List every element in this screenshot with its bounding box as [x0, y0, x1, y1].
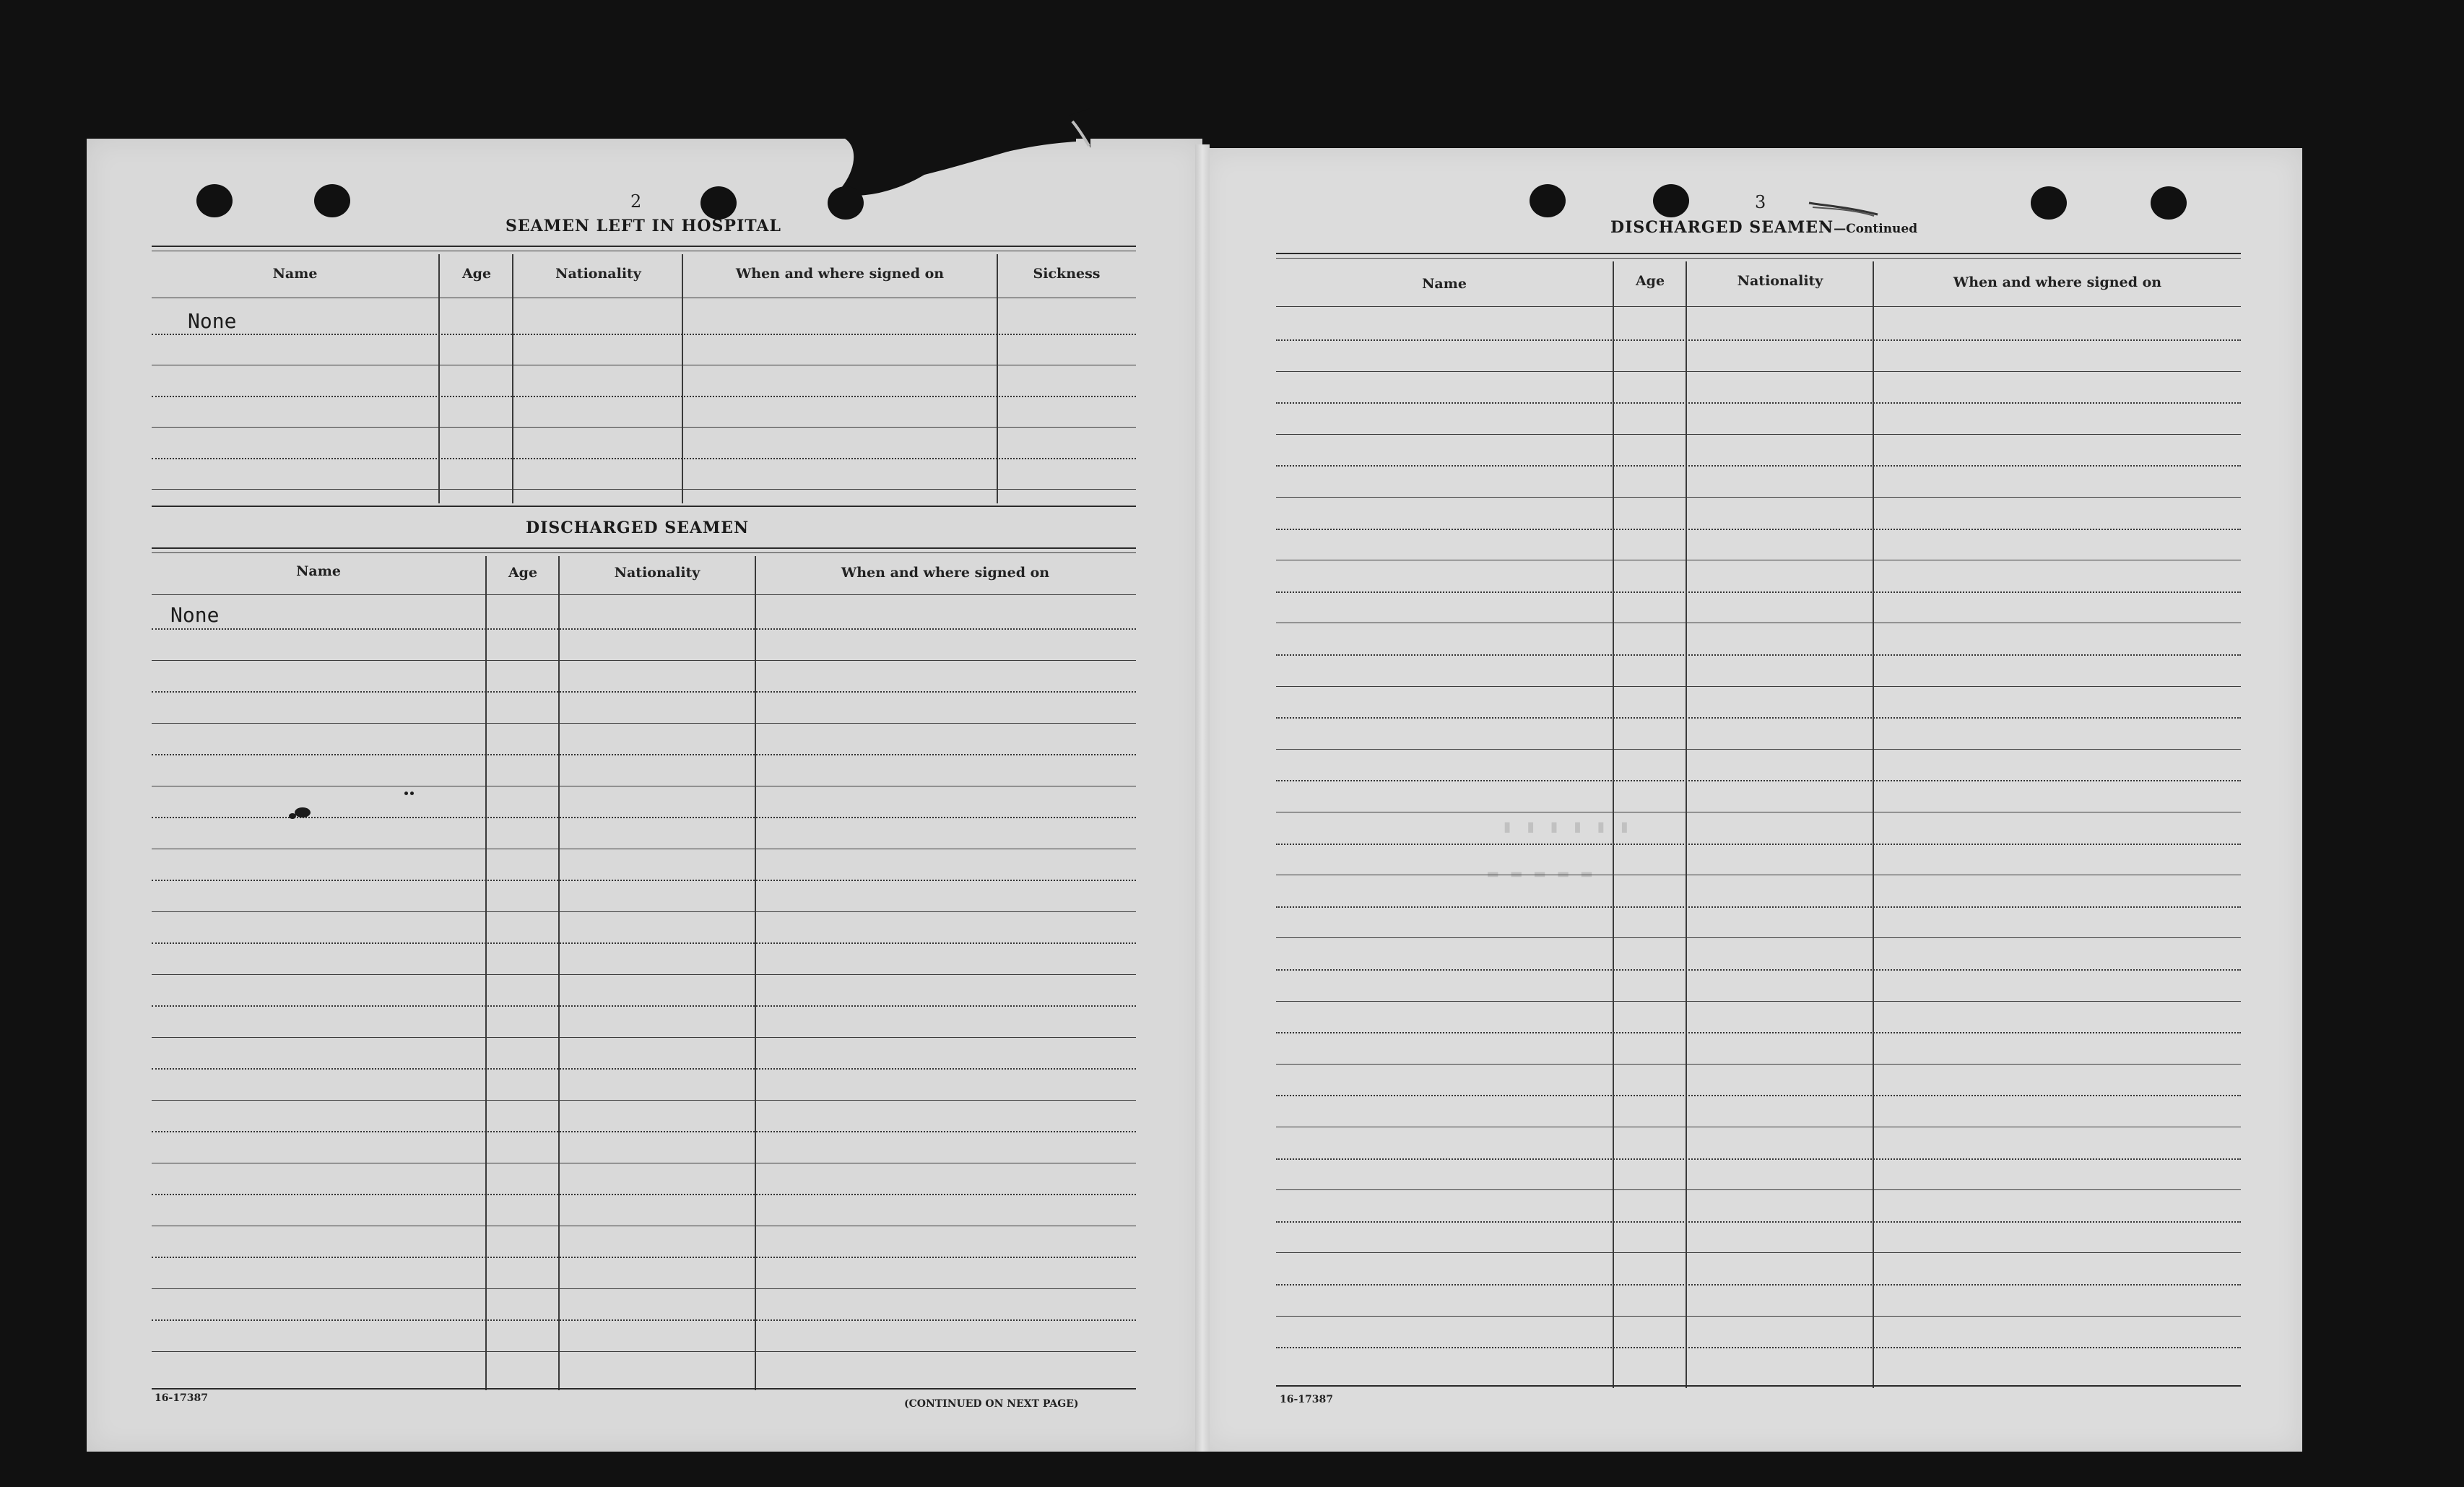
continued-note: (CONTINUED ON NEXT PAGE) [904, 1398, 1079, 1410]
punch-hole [2151, 186, 2187, 220]
table-row-rule [1276, 529, 2241, 530]
punch-hole [196, 184, 233, 217]
page-number: 2 [630, 191, 642, 212]
column-divider [512, 254, 513, 503]
punch-hole [828, 186, 864, 220]
table-row-rule [152, 911, 1136, 912]
table-row-rule [152, 880, 1136, 881]
column-divider [438, 254, 440, 503]
table-row-rule [1276, 906, 2241, 908]
table-row-rule [1276, 717, 2241, 719]
table-row-rule [1276, 1221, 2241, 1223]
table-rule [1276, 258, 2241, 259]
table-row-rule [152, 334, 1136, 335]
column-header-name: Name [272, 266, 318, 282]
page-spine [1195, 144, 1210, 1452]
column-header-nationality: Nationality [1737, 273, 1823, 289]
table-rule [152, 506, 1136, 507]
ink-smudge [295, 807, 311, 818]
column-divider [558, 556, 560, 1390]
column-header-name: Name [296, 563, 341, 579]
table-row-rule [152, 942, 1136, 944]
column-divider [682, 254, 683, 503]
table-row-rule [152, 1319, 1136, 1321]
table-row-rule [1276, 402, 2241, 404]
punch-hole [314, 184, 350, 217]
column-header-age: Age [461, 266, 492, 282]
table-row-rule [152, 691, 1136, 693]
column-header-name: Name [1422, 276, 1467, 292]
column-header-nationality: Nationality [555, 266, 641, 282]
table-row-rule [1276, 434, 2241, 435]
punch-hole [700, 186, 737, 220]
table-row-rule [1276, 1347, 2241, 1348]
table-row-rule [152, 1068, 1136, 1070]
column-header-signed-on: When and where signed on [1953, 274, 2162, 290]
table-rule [1276, 1385, 2241, 1387]
right-page [1202, 148, 2302, 1452]
hospital-entry: None [188, 309, 237, 333]
table-row-rule [1276, 1158, 2241, 1160]
table-row-rule [152, 1194, 1136, 1195]
pencil-mark [1805, 199, 1885, 220]
table-row-rule [152, 1257, 1136, 1258]
table-row-rule [152, 1131, 1136, 1132]
table-row-rule [152, 427, 1136, 428]
section-title-suffix: —Continued [1834, 222, 1918, 236]
table-row-rule [1276, 465, 2241, 467]
table-row-rule [152, 754, 1136, 755]
column-divider [997, 254, 998, 503]
table-row-rule [1276, 937, 2241, 938]
table-row-rule [1276, 1316, 2241, 1317]
table-row-rule [152, 1037, 1136, 1038]
table-row-rule [1276, 1189, 2241, 1190]
table-row-rule [152, 974, 1136, 975]
ink-smudge [289, 813, 296, 819]
table-row-rule [1276, 1064, 2241, 1065]
table-row-rule [152, 396, 1136, 397]
discharged-entry: None [170, 603, 220, 627]
bleed-through-stamp: ▬▬▬▬▬ [1488, 863, 1605, 883]
table-row-rule [152, 1005, 1136, 1007]
table-row-rule [1276, 654, 2241, 656]
punch-hole [1530, 184, 1566, 217]
punch-hole [1653, 184, 1689, 217]
table-row-rule [1276, 1284, 2241, 1286]
left-page [87, 139, 1202, 1452]
page-number: 3 [1755, 192, 1766, 212]
table-row-rule [152, 628, 1136, 630]
column-header-age: Age [1635, 273, 1665, 289]
punch-hole [2031, 186, 2067, 220]
table-row-rule [152, 1288, 1136, 1289]
ink-smudge [410, 792, 414, 795]
form-number: 16-17387 [155, 1392, 208, 1404]
table-rule [152, 552, 1136, 553]
column-header-signed-on: When and where signed on [735, 266, 945, 282]
column-divider [755, 556, 756, 1390]
column-divider [1873, 261, 1874, 1388]
column-header-signed-on: When and where signed on [841, 565, 1050, 581]
table-row-rule [1276, 1095, 2241, 1096]
table-row-rule [1276, 591, 2241, 593]
table-row-rule [1276, 1001, 2241, 1002]
table-row-rule [1276, 844, 2241, 845]
section-title-discharged-continued [1610, 218, 1917, 237]
table-row-rule [1276, 780, 2241, 781]
table-row-rule [152, 458, 1136, 459]
table-row-rule [1276, 969, 2241, 971]
table-row-rule [152, 723, 1136, 724]
bleed-through-stamp: ▮▮▮▮▮▮ [1502, 816, 1643, 836]
table-row-rule [1276, 497, 2241, 498]
section-title-text: DISCHARGED SEAMEN [1610, 218, 1834, 237]
column-header-age: Age [508, 565, 538, 581]
table-rule [1276, 306, 2241, 307]
table-row-rule [152, 660, 1136, 661]
table-row-rule [152, 489, 1136, 490]
column-divider [1686, 261, 1687, 1388]
table-row-rule [1276, 1252, 2241, 1253]
section-title-hospital: SEAMEN LEFT IN HOSPITAL [506, 217, 781, 235]
table-row-rule [152, 1100, 1136, 1101]
column-header-sickness: Sickness [1033, 266, 1101, 282]
column-divider [485, 556, 487, 1390]
table-row-rule [152, 1351, 1136, 1352]
table-rule [152, 594, 1136, 595]
table-row-rule [1276, 686, 2241, 687]
table-row-rule [1276, 339, 2241, 341]
form-number: 16-17387 [1280, 1394, 1333, 1405]
table-row-rule [1276, 1032, 2241, 1033]
ink-smudge [404, 792, 408, 795]
section-title-discharged: DISCHARGED SEAMEN [526, 519, 750, 537]
torn-paper-mark [816, 108, 1090, 202]
table-rule [152, 246, 1136, 247]
table-row-rule [1276, 749, 2241, 750]
table-rule [152, 1388, 1136, 1390]
table-rule [1276, 253, 2241, 254]
table-row-rule [1276, 371, 2241, 372]
column-header-nationality: Nationality [614, 565, 700, 581]
table-rule [152, 547, 1136, 549]
